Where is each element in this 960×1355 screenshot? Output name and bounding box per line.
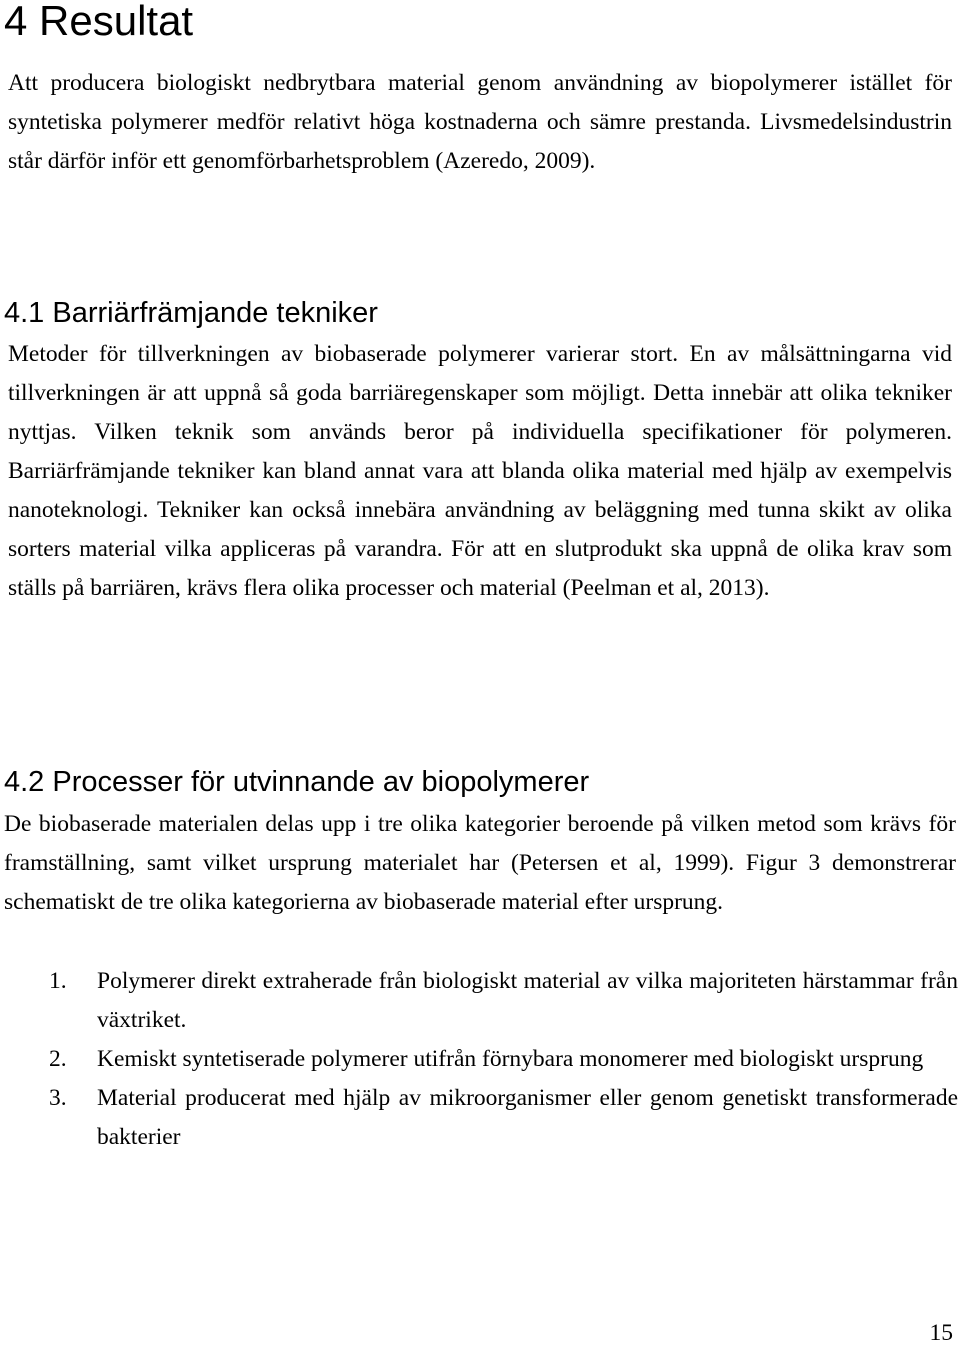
list-item-text: Kemiskt syntetiserade polymerer utifrån förnybara monomerer med biologiskt ursprung	[97, 1046, 924, 1072]
section-heading-4-2: 4.2 Processer för utvinnande av biopolymerer	[4, 766, 590, 798]
intro-paragraph: Att producera biologiskt nedbrytbara material genom användning av biopolymerer istället för syntetiska polymerer medför relativt höga kostnaderna och sämre prestanda. Livsmedelsindustrin står därför inför ett genomförbarhetsproblem (Azeredo, 2009).	[8, 70, 952, 174]
section-heading-4-1: 4.1 Barriärfrämjande tekniker	[4, 297, 378, 329]
list-item-number: 3.	[49, 1085, 67, 1111]
section-4-2-paragraph: De biobaserade materialen delas upp i tre olika kategorier beroende på vilken metod som krävs för framställning, samt vilket ursprung materialet har (Petersen et al, 1999). Figur 3 demonstrerar schematiskt de tre olika kategorierna av biobaserade material efter ursprung.	[4, 811, 956, 915]
list-item	[0, 1079, 958, 1157]
category-list	[0, 962, 958, 1157]
list-item	[0, 962, 958, 1040]
section-4-1-paragraph: Metoder för tillverkningen av biobaserade polymerer varierar stort. En av målsättningarna vid tillverkningen är att uppnå så goda barriäregenskaper som möjligt. Detta innebär att olika tekniker nyttjas. Vilken teknik som används beror på individuella specifikationer för polymeren. Barriärfrämjande tekniker kan bland annat vara att blanda olika material med hjälp av exempelvis nanoteknologi. Tekniker kan också innebära användning av beläggning med tunna skikt av olika sorters material vilka appliceras på varandra. För att en slutprodukt ska uppnå de olika krav som ställs på barriären, krävs flera olika processer och material (Peelman et al, 2013).	[8, 341, 952, 601]
list-item-text: Polymerer direkt extraherade från biologiskt material av vilka majoriteten härstammar från växtriket.	[97, 968, 958, 1033]
chapter-heading: 4 Resultat	[4, 0, 194, 44]
list-item-number: 2.	[49, 1046, 67, 1072]
list-item-number: 1.	[49, 968, 67, 994]
list-item	[0, 1040, 958, 1079]
list-item-text: Material producerat med hjälp av mikroorganismer eller genom genetiskt transformerade bakterier	[97, 1085, 958, 1150]
page-number: 15	[929, 1320, 953, 1346]
